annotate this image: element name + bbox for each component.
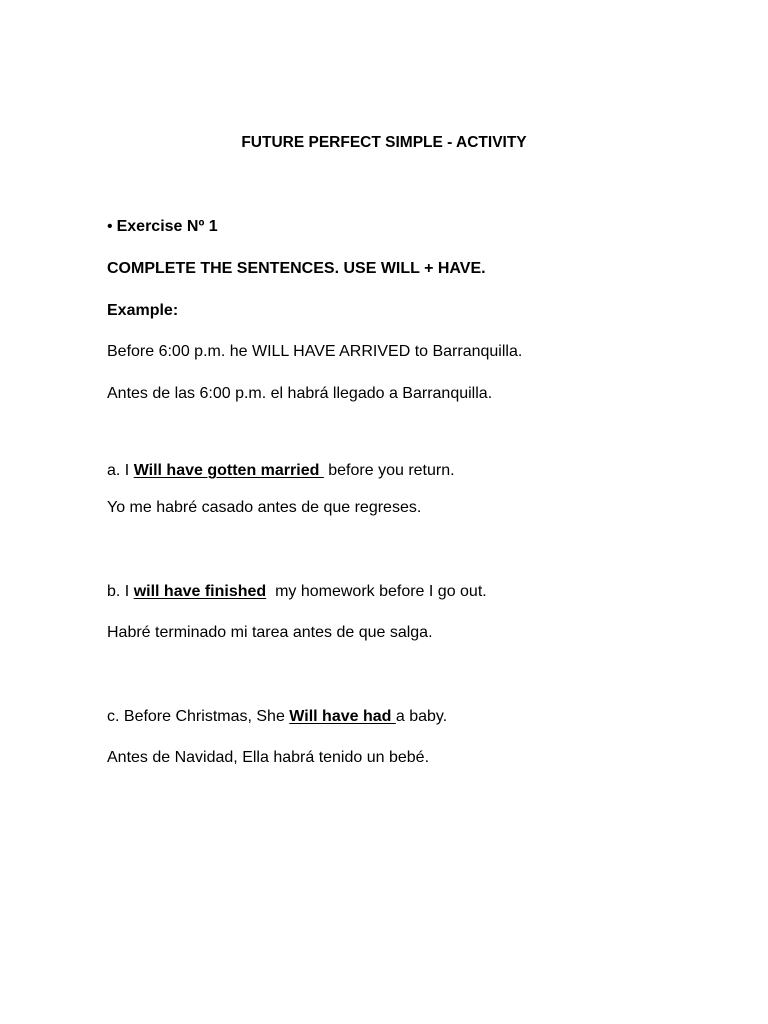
example-spanish: Antes de las 6:00 p.m. el habrá llegado a Barranquilla. <box>107 385 493 402</box>
item-b-answer: will have finished <box>133 583 267 600</box>
item-a-translation: Yo me habré casado antes de que regreses. <box>107 499 422 516</box>
exercise-heading-text: Exercise Nº 1 <box>116 218 218 235</box>
item-b-suffix: my homework before I go out. <box>266 583 487 600</box>
item-a-sentence <box>107 461 455 481</box>
item-b-translation: Habré terminado mi tarea antes de que salga. <box>107 624 433 641</box>
item-c-suffix: a baby. <box>395 708 448 725</box>
instructions: COMPLETE THE SENTENCES. USE WILL + HAVE. <box>107 260 486 277</box>
item-c-sentence <box>107 707 447 727</box>
example-label: Example: <box>107 302 179 319</box>
example-english: Before 6:00 p.m. he WILL HAVE ARRIVED to Barranquilla. <box>107 343 523 360</box>
item-c-answer: Will have had <box>289 708 396 725</box>
item-b-sentence <box>107 582 487 602</box>
item-a-answer: Will have gotten married <box>133 462 324 479</box>
item-a-prefix: a. I <box>107 462 134 479</box>
bullet-icon: • <box>107 218 113 235</box>
item-c-translation: Antes de Navidad, Ella habrá tenido un bebé. <box>107 749 430 766</box>
item-a-suffix: before you return. <box>323 462 455 479</box>
exercise-heading <box>107 217 218 237</box>
item-b-prefix: b. I <box>107 583 134 600</box>
item-c-prefix: c. Before Christmas, She <box>107 708 290 725</box>
document-title: FUTURE PERFECT SIMPLE - ACTIVITY <box>241 134 527 151</box>
